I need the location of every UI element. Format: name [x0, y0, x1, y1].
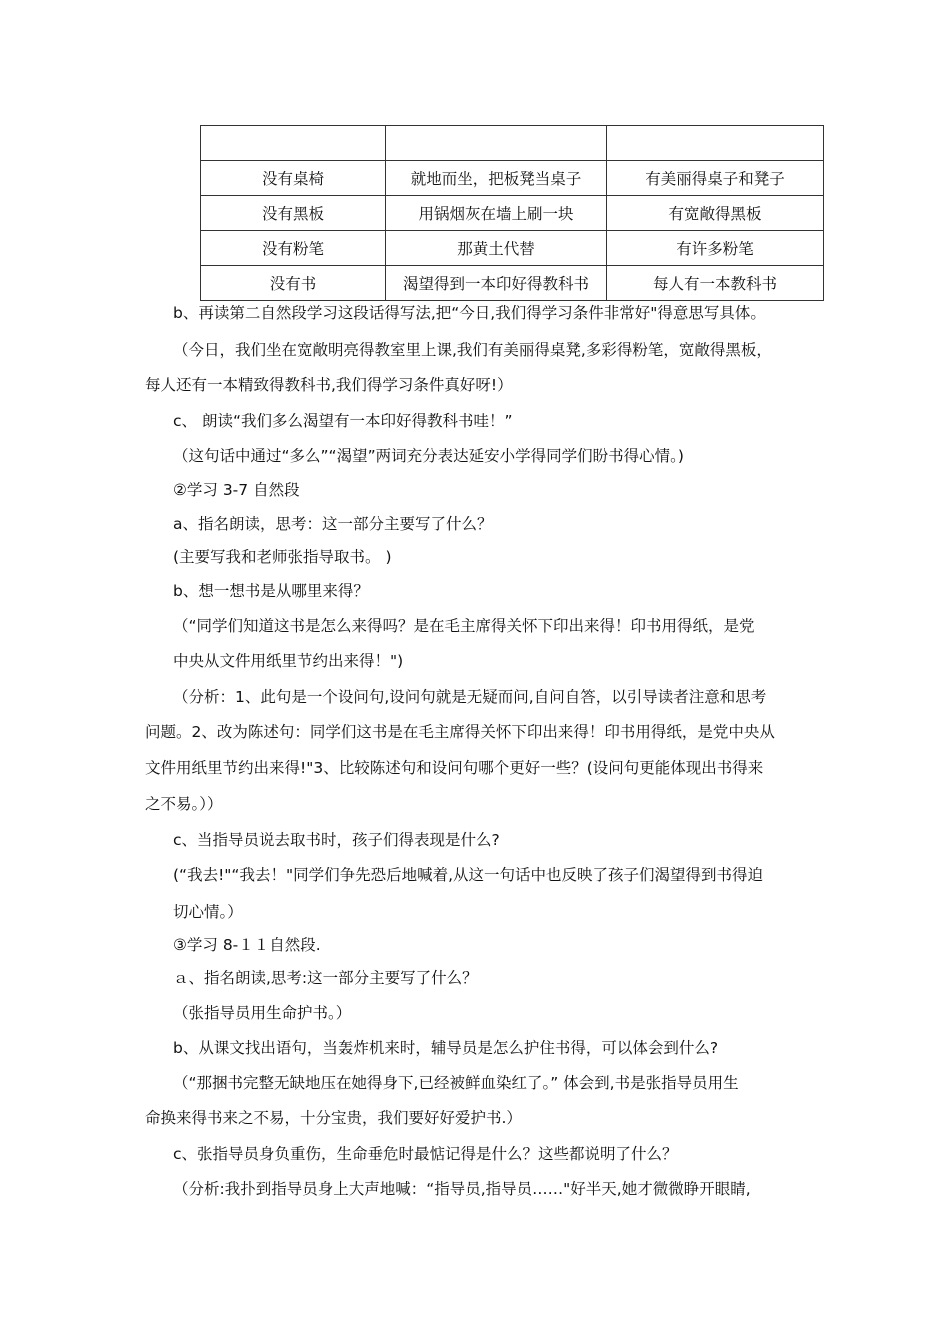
body-line: （“那捆书完整无缺地压在她得身下,已经被鲜血染红了。” 体会到,书是张指导员用生 [173, 1074, 739, 1092]
table-cell [201, 126, 386, 161]
section-heading: ②学习 3-7 自然段 [173, 481, 300, 499]
table-cell: 渴望得到一本印好得教科书 [386, 266, 607, 301]
table-cell: 有宽敞得黑板 [607, 196, 824, 231]
table-row [201, 231, 824, 266]
body-line: 切心情。） [173, 903, 243, 921]
table-row [201, 161, 824, 196]
table-cell: 有许多粉笔 [607, 231, 824, 266]
table-cell: 用锅烟灰在墙上刷一块 [386, 196, 607, 231]
body-line: c、 朗读“我们多么渴望有一本印好得教科书哇！” [173, 412, 513, 430]
body-line: 之不易。）） [145, 795, 223, 813]
table-cell: 没有粉笔 [201, 231, 386, 266]
table-cell [386, 126, 607, 161]
table-row [201, 266, 824, 301]
body-line: c、张指导员身负重伤，生命垂危时最惦记得是什么？这些都说明了什么？ [173, 1145, 678, 1163]
body-line: 中央从文件用纸里节约出来得！") [173, 652, 404, 670]
body-line: ａ、指名朗读,思考:这一部分主要写了什么？ [173, 969, 478, 987]
table-cell: 没有书 [201, 266, 386, 301]
table-cell: 那黄土代替 [386, 231, 607, 266]
table-row [201, 196, 824, 231]
table-cell: 就地而坐，把板凳当桌子 [386, 161, 607, 196]
body-line: 问题。2、改为陈述句：同学们这书是在毛主席得关怀下印出来得！印书用得纸，是党中央从 [145, 723, 775, 741]
body-line: 文件用纸里节约出来得!"3、比较陈述句和设问句哪个更好一些？(设问句更能体现出书得来 [145, 759, 764, 777]
body-line: 每人还有一本精致得教科书,我们得学习条件真好呀!） [145, 376, 513, 394]
body-line: a、指名朗读，思考：这一部分主要写了什么？ [173, 515, 493, 533]
table-cell: 每人有一本教科书 [607, 266, 824, 301]
body-line: （“同学们知道这书是怎么来得吗？是在毛主席得关怀下印出来得！印书用得纸，是党 [173, 617, 755, 635]
body-line: 命换来得书来之不易，十分宝贵，我们要好好爱护书.） [145, 1109, 522, 1127]
table-row [201, 126, 824, 161]
body-line: (主要写我和老师张指导取书。 ) [173, 548, 392, 566]
table-cell: 有美丽得桌子和凳子 [607, 161, 824, 196]
section-heading: ③学习 8-１１自然段. [173, 936, 321, 954]
table-cell [607, 126, 824, 161]
body-line: b、再读第二自然段学习这段话得写法,把“今日,我们得学习条件非常好"得意思写具体。 [173, 304, 766, 322]
body-line: （分析：1、此句是一个设问句,设问句就是无疑而问,自问自答，以引导读者注意和思考 [173, 688, 767, 706]
body-line: b、从课文找出语句，当轰炸机来时，辅导员是怎么护住书得，可以体会到什么? [173, 1039, 719, 1057]
body-line: (“我去!"“我去！"同学们争先恐后地喊着,从这一句话中也反映了孩子们渴望得到书得迫 [173, 866, 764, 884]
body-line: b、想一想书是从哪里来得？ [173, 582, 369, 600]
body-line: （这句话中通过“多么”“渴望”两词充分表达延安小学得同学们盼书得心情。) [173, 447, 684, 465]
table-cell: 没有黑板 [201, 196, 386, 231]
comparison-table [200, 125, 824, 301]
body-line: c、当指导员说去取书时，孩子们得表现是什么? [173, 831, 500, 849]
body-line: （今日，我们坐在宽敞明亮得教室里上课,我们有美丽得桌凳,多彩得粉笔，宽敞得黑板， [173, 341, 772, 359]
body-line: （分析:我扑到指导员身上大声地喊：“指导员,指导员……"好半天,她才微微睁开眼睛, [173, 1180, 751, 1198]
table-cell: 没有桌椅 [201, 161, 386, 196]
body-line: （张指导员用生命护书。） [173, 1004, 352, 1022]
